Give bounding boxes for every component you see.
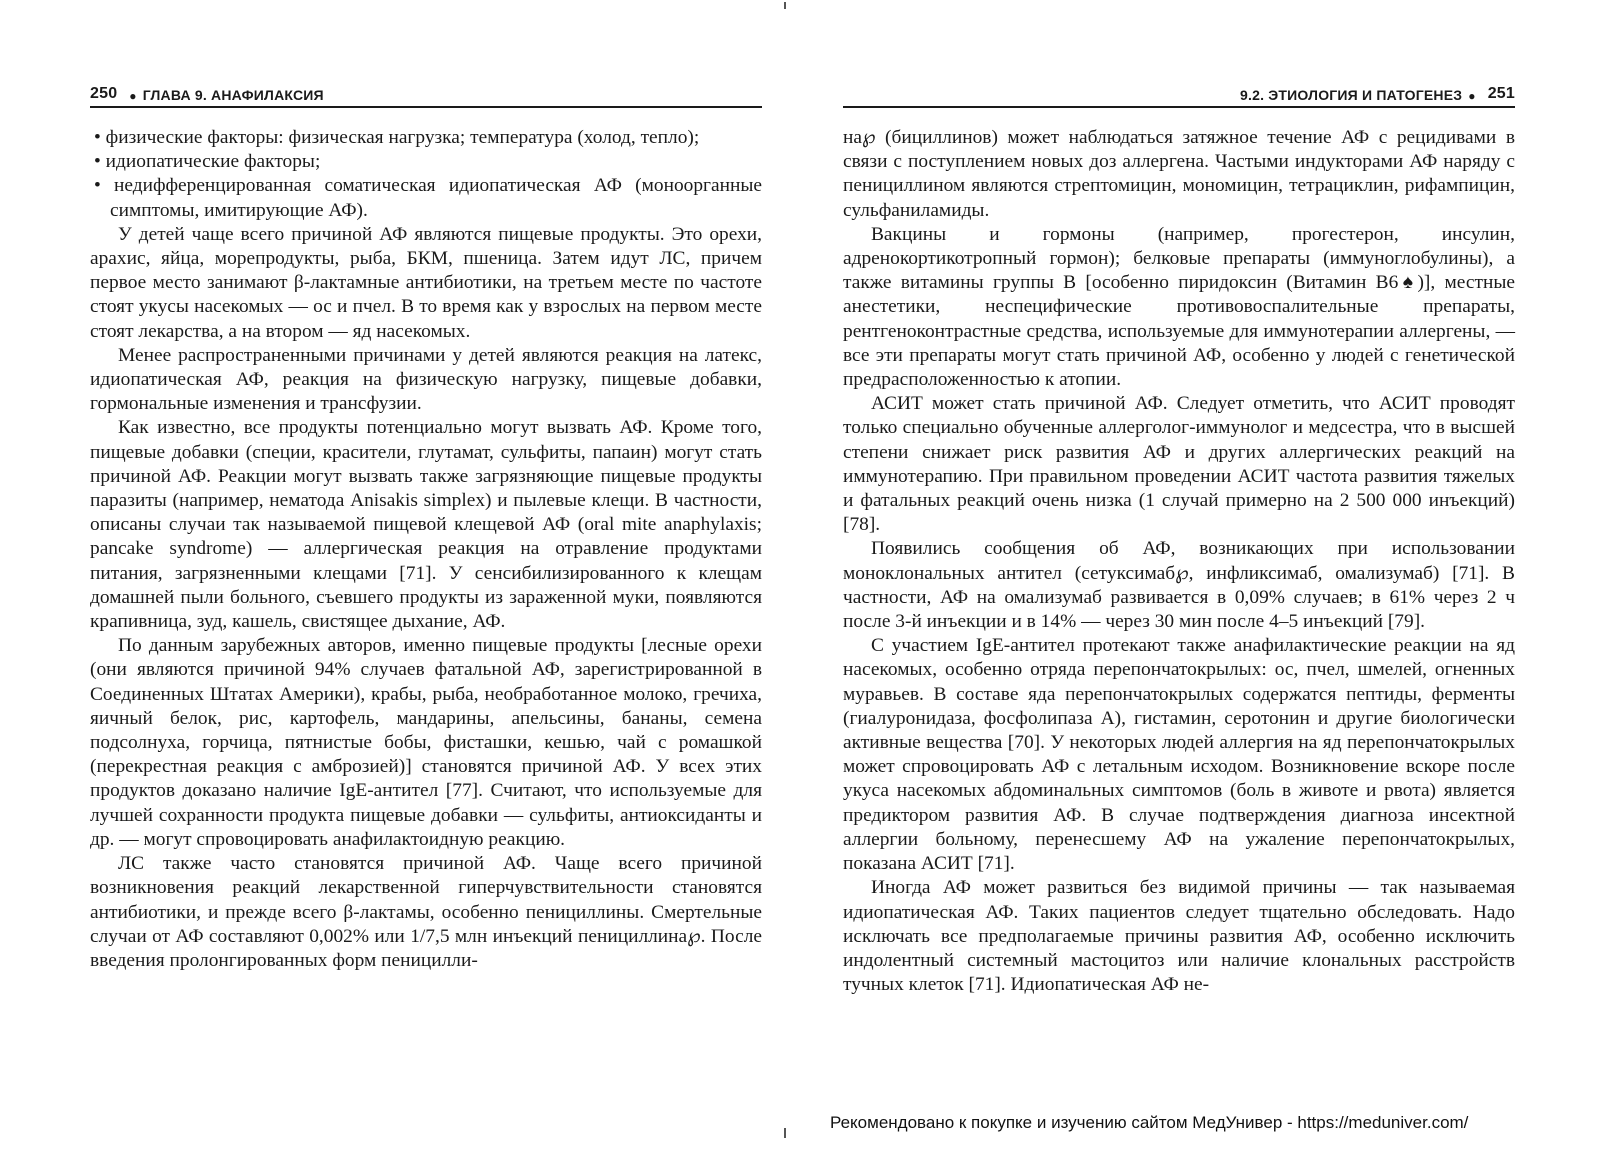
left-page-body <box>90 126 762 973</box>
paragraph: Иногда АФ может развиться без видимой причины — так называемая идиопатическая АФ. Таких пациентов следует тщательно обследовать. Надо исключать все предполагаемые причины развития АФ, особенно исключить индолентный системный мастоцитоз или наличие клональных расстройств тучных клеток [71]. Идиопатическая АФ не- <box>843 877 1515 996</box>
list-item: • недифференцированная соматическая идиопатическая АФ (моноорганные симптомы, имитирующие АФ). <box>90 174 762 222</box>
paragraph: Как известно, все продукты потенциально могут вызвать АФ. Кроме того, пищевые добавки (специи, красители, глутамат, сульфиты, папаин) могут стать причиной АФ. Реакции могут вызвать также загрязняющие пищевые продукты паразиты (например, нематода Anisakis simplex) и пылевые клещи. В частности, описаны случаи так называемой пищевой клещевой АФ (oral mite anaphylaxis; pancake syndrome) — аллергическая реакция на отравление продуктами питания, загрязненными клещами [71]. У сенсибилизированного к клещам домашней пыли больного, съевшего продукты из зараженной муки, появляются крапивница, зуд, кашель, свистящее дыхание, АФ. <box>90 417 762 633</box>
paragraph: АСИТ может стать причиной АФ. Следует отметить, что АСИТ проводят только специально обученные аллерголог-иммунолог и медсестра, что в высшей степени снижает риск развития АФ и других аллергических реакций на иммунотерапию. При правильном проведении АСИТ частота развития тяжелых и фатальных реакций очень низка (1 случай примерно на 2 500 000 инъекций) [78]. <box>843 393 1515 536</box>
section-title: 9.2. ЭТИОЛОГИЯ И ПАТОГЕНЕЗ <box>1240 87 1463 103</box>
paragraph: По данным зарубежных авторов, именно пищевые продукты [лесные орехи (они являются причиной 94% случаев фатальной АФ, зарегистрированной в Соединенных Штатах Америки), крабы, рыба, необработанное молоко, гречиха, яичный белок, рис, картофель, мандарины, апельсины, бананы, семена подсолнуха, горчица, пятнистые бобы, фисташки, кешью, чай с ромашкой (перекрестная реакция с амброзией)] становятся причиной АФ. У всех этих продуктов доказано наличие IgE-антител [77]. Считают, что используемые для лучшей сохранности продукта пищевые добавки — сульфиты, антиоксиданты и др. — могут спровоцировать анафилактоидную реакцию. <box>90 635 762 850</box>
gutter-mark-bottom <box>784 1128 786 1138</box>
paragraph-continuation: на℘ (бициллинов) может наблюдаться затяжное течение АФ с рецидивами в связи с поступлением новых доз аллергена. Частыми индукторами АФ наряду с пенициллином являются стрептомицин, мономицин, тетрациклин, рифампицин, сульфаниламиды. <box>843 127 1515 221</box>
list-item: • идиопатические факторы; <box>90 150 762 174</box>
right-page-number: 251 <box>1487 85 1515 102</box>
right-page <box>843 82 1515 997</box>
paragraph: С участием IgE-антител протекают также анафилактические реакции на яд насекомых, особенно отряда перепончатокрылых: ос, пчел, шмелей, огненных муравьев. В составе яда перепончатокрылых содержатся пептиды, ферменты (гиалуронидаза, фосфолипаза А), гистамин, серотонин и другие биологически активные вещества [70]. У некоторых людей аллергия на яд перепончатокрылых может спровоцировать АФ с летальным исходом. Возникновение вскоре после укуса насекомых абдоминальных симптомов (боль в животе и рвота) является предиктором развития АФ. В случае подтверждения диагноза инсектной аллергии больному, перенесшему АФ на ужаление перепончатокрылых, показана АСИТ [71]. <box>843 635 1515 875</box>
left-page-header <box>90 82 762 108</box>
paragraph: У детей чаще всего причиной АФ являются пищевые продукты. Это орехи, арахис, яйца, морепродукты, рыба, БКМ, пшеница. Затем идут ЛС, причем первое место занимают β-лактамные антибиотики, на третьем месте по частоте стоят укусы насекомых — ос и пчел. В то время как у взрослых на первом месте стоят лекарства, а на втором — яд насекомых. <box>90 223 762 342</box>
left-page <box>90 82 762 973</box>
right-page-body <box>843 126 1515 997</box>
right-page-header <box>843 82 1515 108</box>
chapter-title: ГЛАВА 9. АНАФИЛАКСИЯ <box>142 87 324 103</box>
gutter-mark-top <box>784 2 786 9</box>
paragraph: Менее распространенными причинами у детей являются реакция на латекс, идиопатическая АФ, реакция на физическую нагрузку, пищевые добавки, гормональные изменения и трансфузии. <box>90 344 762 415</box>
watermark-footer: Рекомендовано к покупке и изучению сайтом МедУнивер - https://meduniver.com/ <box>830 1113 1469 1132</box>
paragraph: Вакцины и гормоны (например, прогестерон, инсулин, адренокортикотропный гормон); белковые препараты (иммуноглобулины), а также витамины группы В [особенно пиридоксин (Витамин В6♠)], местные анестетики, неспецифические противовоспалительные препараты, рентгеноконтрастные средства, используемые для иммунотерапии аллергены, — все эти препараты могут стать причиной АФ, особенно у людей с генетической предрасположенностью к атопии. <box>843 223 1515 391</box>
paragraph: ЛС также часто становятся причиной АФ. Чаще всего причиной возникновения реакций лекарственной гиперчувствительности становятся антибиотики, и прежде всего β-лактамы, особенно пенициллины. Смертельные случаи от АФ составляют 0,002% или 1/7,5 млн инъекций пенициллина℘. После введения пролонгированных форм пеницилли- <box>90 853 762 971</box>
header-bullet-icon: ● <box>129 89 137 103</box>
factor-list <box>90 126 762 223</box>
paragraph: Появились сообщения об АФ, возникающих при использовании моноклональных антител (сетуксимаб℘, инфликсимаб, омализумаб) [71]. В частности, АФ на омализумаб развивается в 0,09% случаев; в 61% через 2 ч после 3-й инъекции и в 14% — через 30 мин после 4–5 инъекций [79]. <box>843 538 1515 633</box>
header-bullet-icon: ● <box>1468 89 1476 103</box>
left-page-number: 250 <box>90 85 118 102</box>
list-item: • физические факторы: физическая нагрузка; температура (холод, тепло); <box>90 126 762 150</box>
